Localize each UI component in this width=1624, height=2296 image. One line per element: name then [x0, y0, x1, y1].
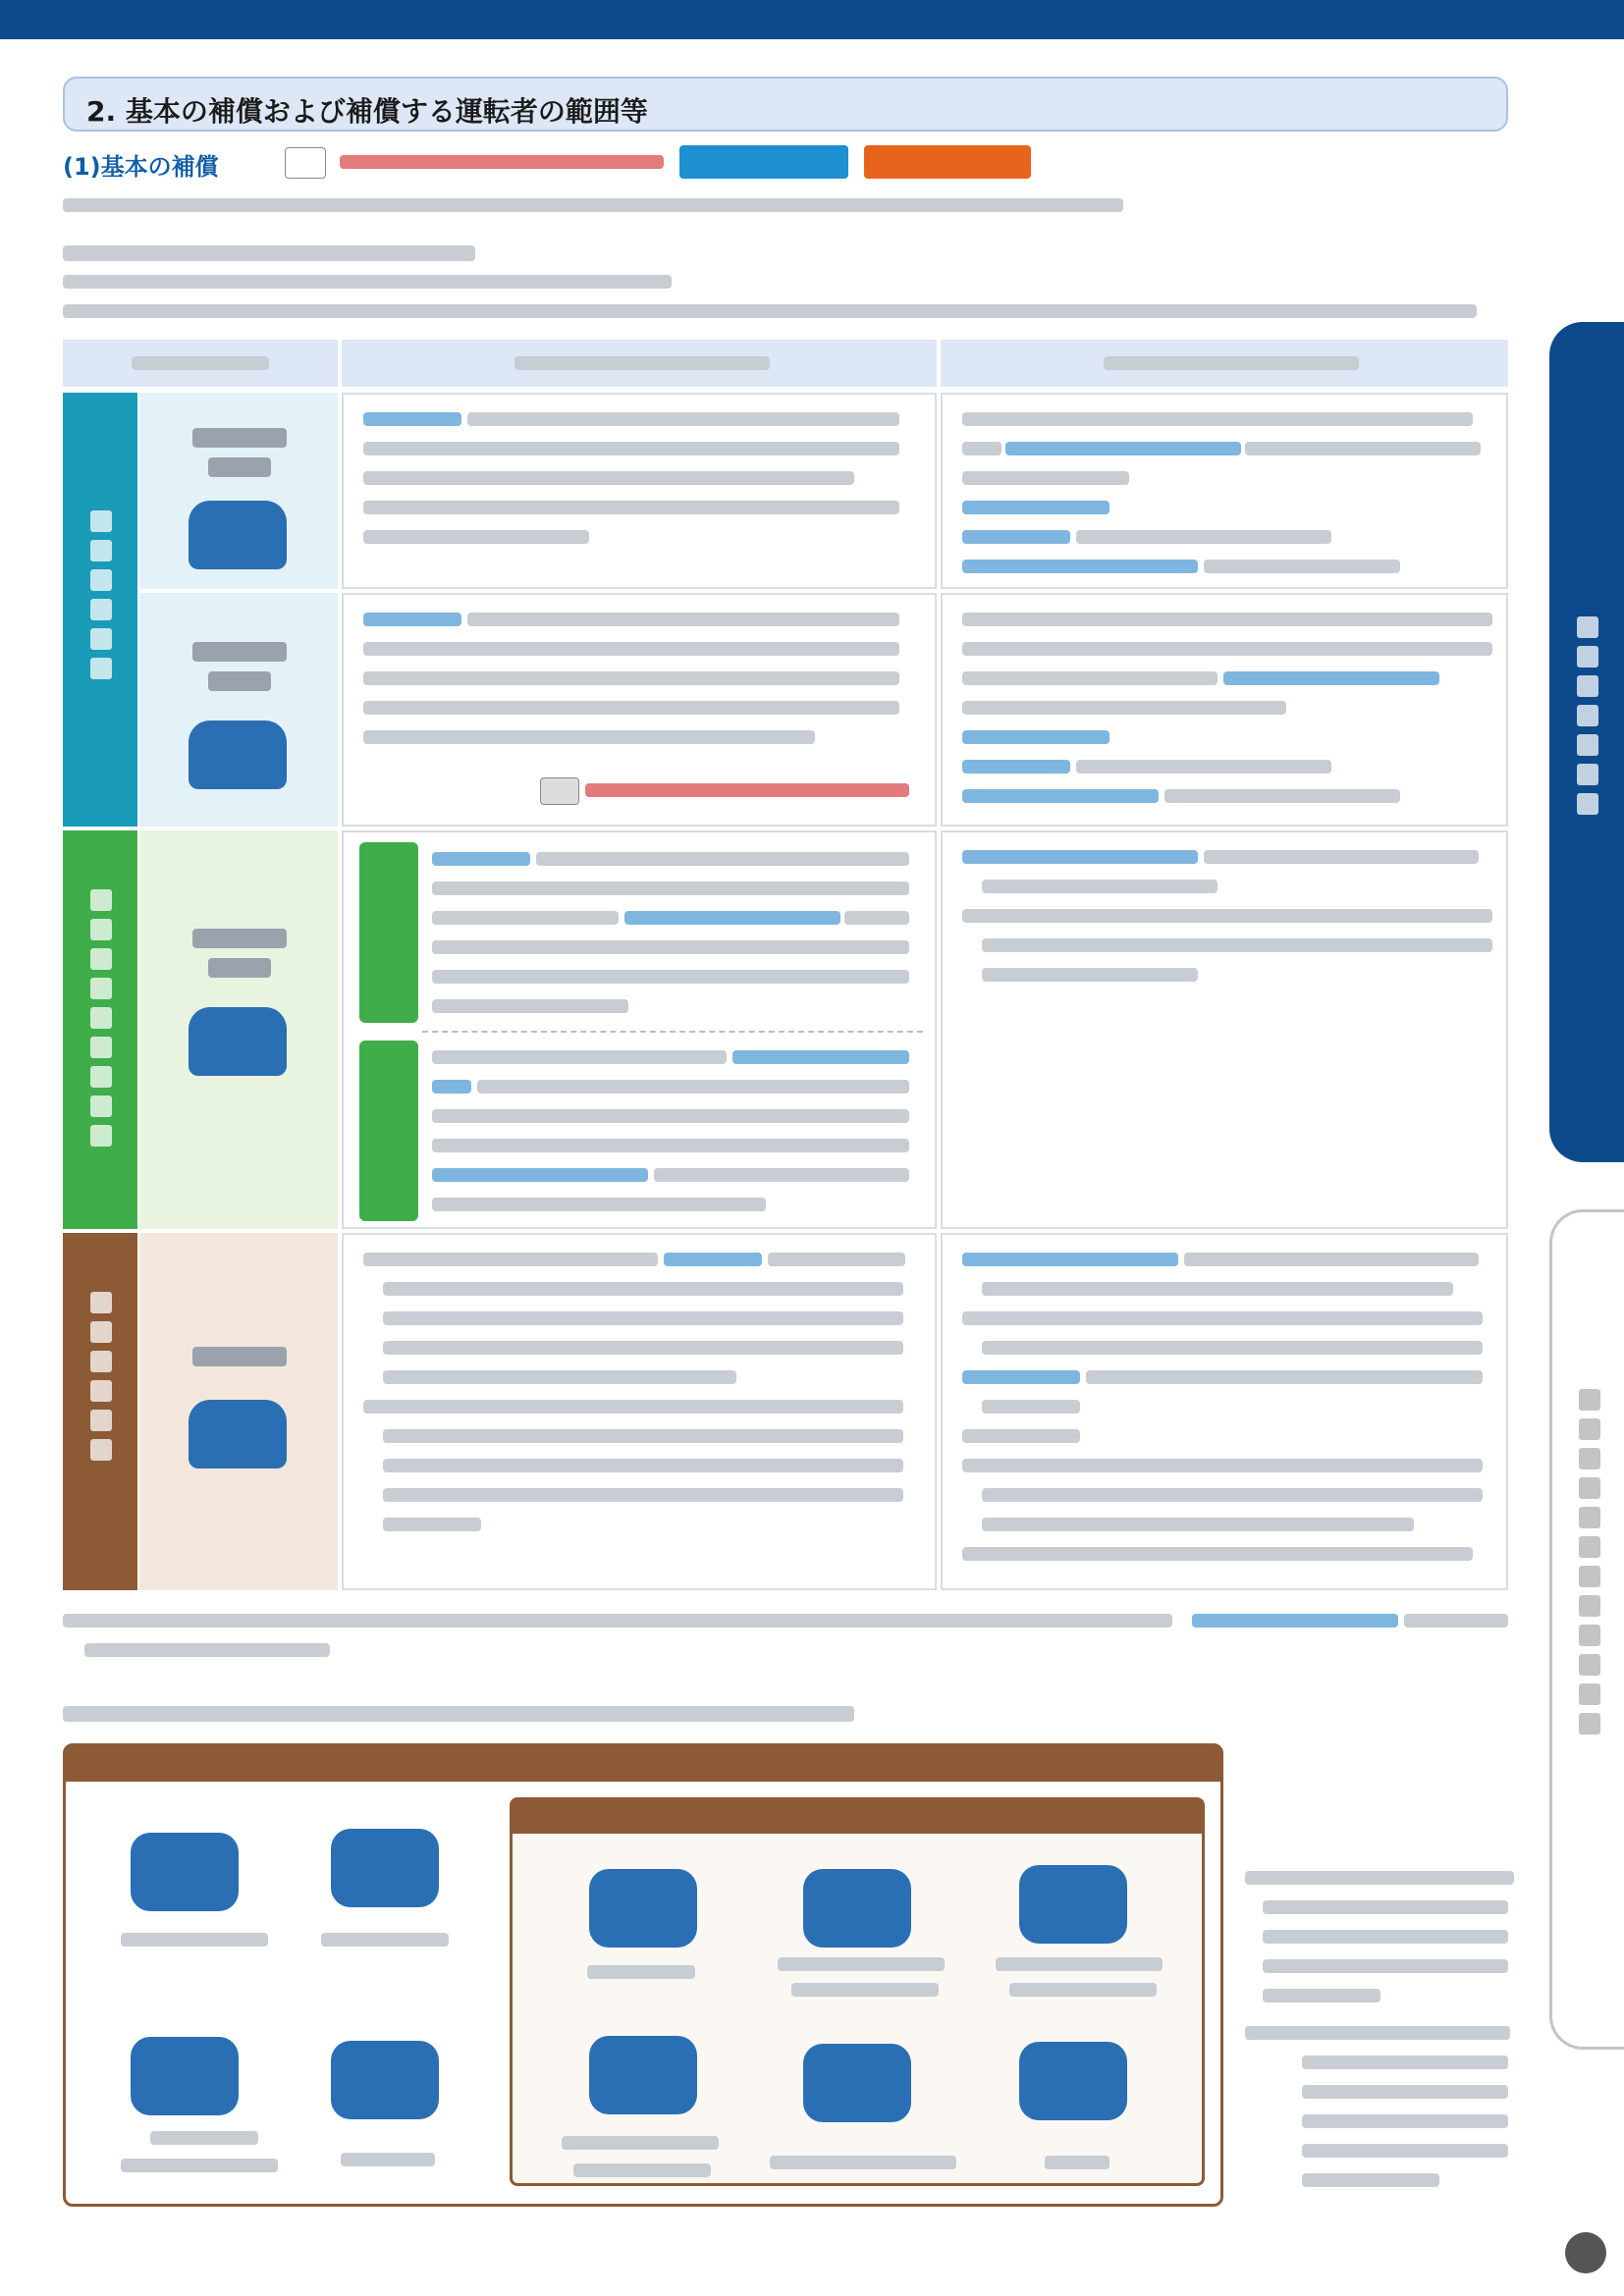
- overturn-icon: [331, 2041, 439, 2119]
- bodily-liability-paid-text: [342, 393, 937, 589]
- row-vehicle-insurance: [139, 1233, 338, 1590]
- top-brand-bar: [0, 0, 1624, 39]
- bicycle-collision-icon: [331, 1829, 439, 1907]
- car-passenger-injury-icon: [189, 1007, 287, 1076]
- caution-tag: [864, 145, 1031, 179]
- bodily-liability-not-paid-text: [941, 393, 1508, 589]
- summary-tag: [679, 145, 848, 179]
- car-wall-collision-icon: [131, 1833, 239, 1911]
- car-smoke-icon: [189, 1400, 287, 1468]
- personal-injury-paid-text: [342, 830, 937, 1229]
- group-own-vehicle: [63, 1233, 137, 1590]
- car-wall-collision-icon: [189, 721, 287, 789]
- hit-and-run-icon: [131, 2037, 239, 2115]
- footnote: [63, 1614, 1172, 1628]
- supplement-reference-link[interactable]: [340, 155, 664, 169]
- common-exclusion-heading: [63, 245, 475, 261]
- graffiti-icon: [803, 1869, 911, 1948]
- coverage-table: [63, 340, 1508, 1590]
- section-title: 2. 基本の補償および補償する運転者の範囲等: [86, 95, 648, 128]
- in-car-only-type-tab: [359, 842, 418, 1023]
- section-heading: [63, 77, 1508, 132]
- car-collision-icon: [589, 2036, 697, 2114]
- economy-type-panel: [510, 1797, 1205, 2186]
- row-property-damage-liability: [139, 593, 338, 827]
- property-liability-not-paid-text: [941, 593, 1508, 827]
- side-tab-important-matters[interactable]: [1549, 322, 1624, 1162]
- accident-examples-heading: [63, 1706, 854, 1722]
- side-tab-supplementary-matters[interactable]: [1549, 1209, 1624, 2050]
- supplement-mark-icon: [285, 147, 326, 179]
- common-exclusion-line: [63, 304, 1477, 318]
- car-fire-icon: [589, 1869, 697, 1948]
- vehicle-insurance-not-paid-text: [941, 1233, 1508, 1590]
- in-car-and-outside-type-tab: [359, 1041, 418, 1221]
- row-bodily-injury-liability: [139, 393, 338, 589]
- page-number: [1565, 2232, 1606, 2273]
- falling-object-icon: [1019, 1865, 1127, 1944]
- group-third-party: [63, 393, 137, 827]
- car-collision-icon: [189, 501, 287, 569]
- group-self-and-passengers: [63, 830, 137, 1229]
- personal-injury-not-paid-text: [941, 830, 1508, 1229]
- flood-icon: [803, 2044, 911, 2122]
- row-personal-injury: [139, 830, 338, 1229]
- subsection-title: (1)基本の補償: [63, 153, 219, 181]
- general-type-panel: [63, 1743, 1223, 2207]
- theft-icon: [1019, 2042, 1127, 2120]
- intro-text: [63, 198, 1123, 212]
- vehicle-insurance-paid-text: [342, 1233, 937, 1590]
- common-exclusion-line: [63, 275, 672, 289]
- property-liability-paid-text: [342, 593, 937, 827]
